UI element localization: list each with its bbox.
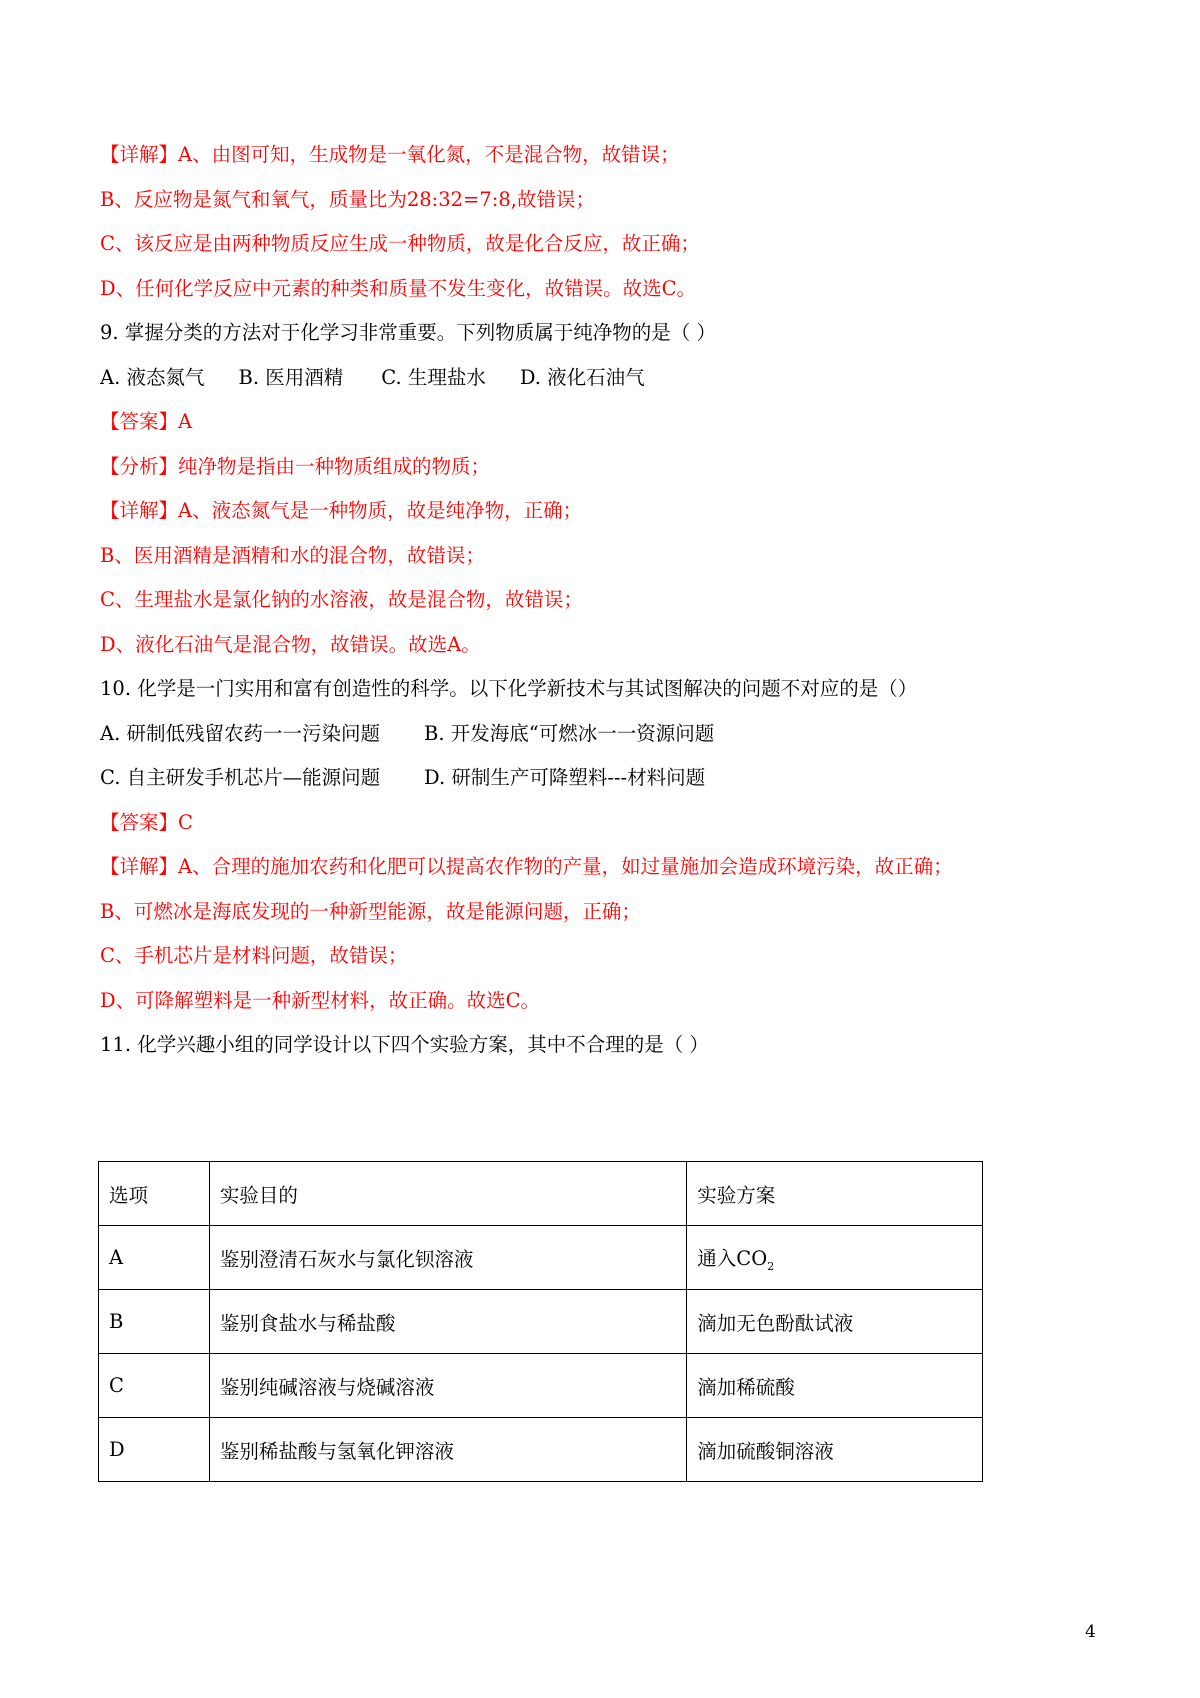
q10-detail-a: 【详解】A、合理的施加农药和化肥可以提高农作物的产量，如过量施加会造成环境污染，故正确； [100, 855, 953, 878]
q10-option-b: B. 开发海底“可燃冰一一资源问题 [424, 722, 715, 745]
q9-option-d: D. 液化石油气 [519, 366, 645, 389]
table-header-row [99, 1162, 983, 1226]
table-cell: 滴加稀硫酸 [687, 1354, 983, 1418]
q8-detail-a: 【详解】A、由图可知，生成物是一氧化氮，不是混合物，故错误； [100, 143, 680, 166]
q9-detail-d: D、液化石油气是混合物，故错误。故选A。 [100, 633, 481, 656]
table-cell: 鉴别澄清石灰水与氯化钡溶液 [209, 1226, 686, 1290]
table-cell-text: 通入CO [697, 1246, 768, 1270]
table-header-cell: 实验方案 [687, 1162, 983, 1226]
q9-stem: 9. 掌握分类的方法对于化学习非常重要。下列物质属于纯净物的是（ ） [100, 321, 717, 344]
q10-detail-c: C、手机芯片是材料问题，故错误； [100, 944, 408, 967]
page-number: 4 [1085, 1622, 1096, 1642]
q10-options-row1 [100, 720, 714, 748]
q9-answer: 【答案】A [100, 410, 193, 433]
q10-detail-d: D、可降解塑料是一种新型材料，故正确。故选C。 [100, 989, 541, 1012]
q8-detail-d: D、任何化学反应中元素的种类和质量不发生变化，故错误。故选C。 [100, 277, 697, 300]
table-row [99, 1226, 983, 1290]
subscript: 2 [767, 1259, 775, 1273]
table-cell: B [99, 1290, 210, 1354]
q11-table [98, 1161, 983, 1482]
q9-detail-a: 【详解】A、液态氮气是一种物质，故是纯净物，正确； [100, 499, 583, 522]
table-header-cell: 实验目的 [209, 1162, 686, 1226]
table-cell: D [99, 1418, 210, 1482]
table-row [99, 1418, 983, 1482]
table-cell: 鉴别食盐水与稀盐酸 [209, 1290, 686, 1354]
table-row [99, 1354, 983, 1418]
q10-option-a: A. 研制低残留农药一一污染问题 [100, 722, 380, 745]
q8-detail-c: C、该反应是由两种物质反应生成一种物质，故是化合反应，故正确； [100, 232, 700, 255]
table-cell: 滴加硫酸铜溶液 [687, 1418, 983, 1482]
table-row [99, 1290, 983, 1354]
q9-option-a: A. 液态氮气 [100, 366, 205, 389]
table-cell: 鉴别稀盐酸与氢氧化钾溶液 [209, 1418, 686, 1482]
table-header-cell: 选项 [99, 1162, 210, 1226]
q9-options [100, 364, 645, 392]
q10-stem: 10. 化学是一门实用和富有创造性的科学。以下化学新技术与其试图解决的问题不对应的是（） [100, 677, 918, 700]
q9-option-c: C. 生理盐水 [381, 366, 486, 389]
table-cell: A [99, 1226, 210, 1290]
q10-option-d: D. 研制生产可降塑料---材料问题 [424, 766, 706, 789]
q10-detail-b: B、可燃冰是海底发现的一种新型能源，故是能源问题，正确； [100, 900, 641, 923]
q9-option-b: B. 医用酒精 [238, 366, 344, 389]
table-cell [687, 1226, 983, 1290]
q10-answer: 【答案】C [100, 811, 193, 834]
table-cell: C [99, 1354, 210, 1418]
q11-stem: 11. 化学兴趣小组的同学设计以下四个实验方案，其中不合理的是（ ） [100, 1033, 709, 1056]
q9-detail-b: B、医用酒精是酒精和水的混合物，故错误； [100, 544, 485, 567]
q9-analysis: 【分析】纯净物是指由一种物质组成的物质； [100, 455, 491, 478]
q10-options-row2 [100, 764, 705, 792]
table-cell: 滴加无色酚酞试液 [687, 1290, 983, 1354]
q10-option-c: C. 自主研发手机芯片—能源问题 [100, 766, 381, 789]
table-cell: 鉴别纯碱溶液与烧碱溶液 [209, 1354, 686, 1418]
q8-detail-b: B、反应物是氮气和氧气，质量比为28:32=7:8,故错误； [100, 188, 595, 211]
q9-detail-c: C、生理盐水是氯化钠的水溶液，故是混合物，故错误； [100, 588, 583, 611]
